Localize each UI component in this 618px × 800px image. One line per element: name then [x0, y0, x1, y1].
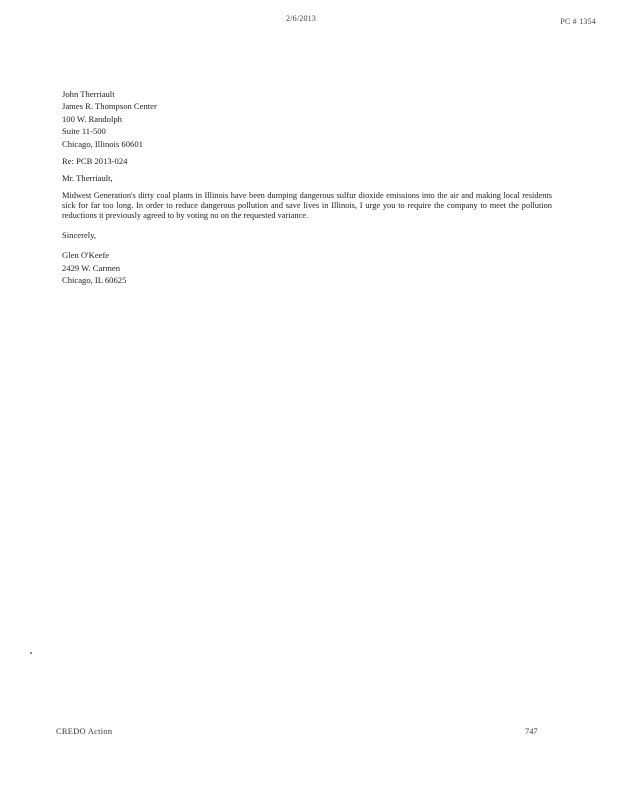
sender-city: Chicago, IL 60625: [62, 275, 127, 286]
recipient-street: 100 W. Randolph: [62, 113, 122, 124]
subject-line: Re: PCB 2013-024: [62, 156, 128, 167]
scan-speck: [30, 652, 32, 654]
body-paragraph: Midwest Generation's dirty coal plants in Illinois have been dumping dangerous sulfur dioxide emissions into the air and making local residents sick for far too long. In order to reduce dangerous pollution and save lives in Illinois, I urge you to require the company to meet the pollution reductions it previously agreed to by voting no on the requested variance.: [62, 190, 552, 220]
recipient-building: James R. Thompson Center: [62, 101, 157, 112]
sender-street: 2429 W. Carmen: [62, 262, 121, 273]
recipient-suite: Suite 11-500: [62, 126, 106, 137]
salutation: Mr. Therriault,: [62, 173, 113, 184]
header-date: 2/6/2013: [286, 14, 317, 23]
sender-address: [62, 249, 552, 286]
footer-page-number: 747: [525, 727, 538, 736]
footer-source: CREDO Action: [56, 727, 113, 736]
recipient-address: [62, 88, 552, 150]
closing: Sincerely,: [62, 229, 97, 240]
sender-name: Glen O'Keefe: [62, 250, 110, 261]
recipient-name: John Therriault: [62, 89, 115, 99]
letter-body: [62, 88, 552, 286]
recipient-city: Chicago, Illinois 60601: [62, 138, 143, 149]
header-document-id: PC # 1354: [560, 17, 596, 26]
